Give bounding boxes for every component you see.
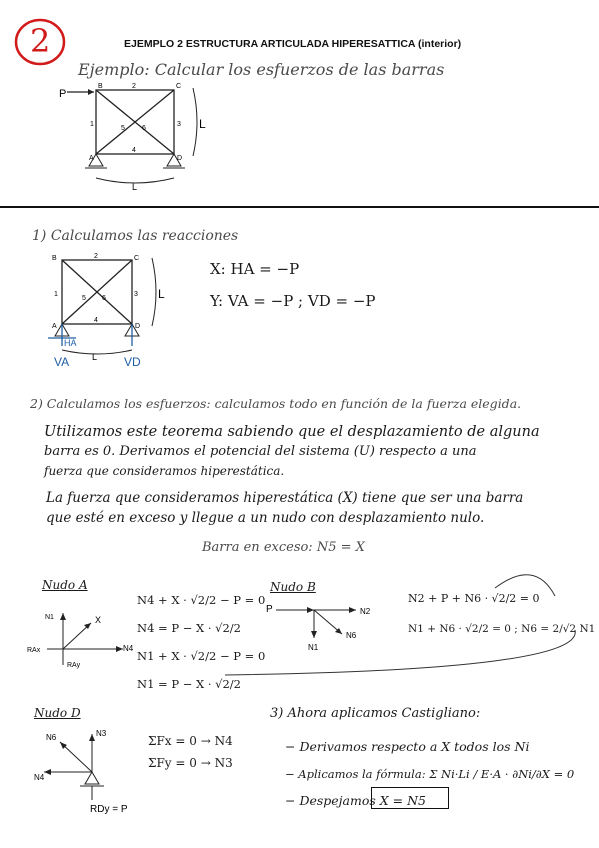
paragraph-line: fuerza que consideramos hiperestática.: [44, 464, 285, 478]
node-b-label-n1: N1: [308, 643, 319, 652]
reaction-ha-label: HA: [64, 338, 77, 348]
node-d-label-n6: N6: [46, 733, 57, 742]
node-d-label-rdy: RDy = P: [90, 804, 128, 815]
width-label-2: L: [92, 352, 98, 362]
node-label-a2: A: [52, 323, 57, 330]
reaction-eq-x: X: HA = −P: [210, 260, 300, 278]
equation: N4 = P − X · √2/2: [137, 621, 241, 635]
excess-bar-statement: Barra en exceso: N5 = X: [202, 540, 365, 555]
bar-label-5: 5: [121, 125, 125, 132]
paragraph-line: barra es 0. Derivamos el potencial del sistema (U) respecto a una: [44, 444, 477, 459]
truss-diagram-2: [40, 250, 210, 375]
result-box: [371, 787, 449, 809]
intro-statement: Ejemplo: Calcular los esfuerzos de las barras: [78, 60, 445, 79]
castigliano-step: − Aplicamos la fórmula: Σ Ni·Li / E·A · ∂Ni/∂X = 0: [285, 767, 575, 781]
step2-title: 2) Calculamos los esfuerzos: calculamos todo en función de la fuerza elegida.: [30, 396, 522, 411]
width-label: L: [132, 182, 138, 192]
truss-diagram-1: [55, 80, 225, 195]
step3-title: 3) Ahora aplicamos Castigliano:: [270, 706, 481, 721]
bar-label-3: 3: [177, 121, 181, 128]
node-a-label-ray: RAy: [67, 662, 81, 669]
equation: N2 + P + N6 · √2/2 = 0: [408, 592, 540, 605]
node-b-title: Nudo B: [270, 580, 316, 594]
node-label-a: A: [89, 155, 94, 162]
page-number-badge: [12, 14, 68, 70]
equation: N1 + N6 · √2/2 = 0 ; N6 = 2/√2 N1: [408, 623, 596, 635]
node-label-d2: D: [135, 323, 141, 330]
node-d-label-n4: N4: [34, 773, 45, 782]
castigliano-step: − Derivamos respecto a X todos los Ni: [285, 739, 530, 754]
node-a-diagram: [25, 605, 135, 670]
height-label-2: L: [158, 287, 165, 301]
reaction-va-label: VA: [54, 355, 70, 369]
theory-paragraph-1: [44, 422, 540, 480]
reaction-vd-label: VD: [124, 355, 141, 369]
node-d-title: Nudo D: [34, 706, 81, 720]
bar-label-6: 6: [142, 125, 146, 132]
node-label-b: B: [98, 83, 103, 90]
node-d-label-n3: N3: [96, 729, 107, 738]
node-a-label-rax: RAx: [27, 647, 41, 654]
equation: ΣFy = 0 → N3: [148, 756, 233, 770]
paragraph-line: que esté en exceso y llegue a un nudo con desplazamiento nulo.: [46, 510, 485, 526]
node-b-label-n2: N2: [360, 607, 371, 616]
node-b-label-p: P: [266, 604, 273, 615]
bar-label-2b: 2: [94, 253, 98, 260]
load-label: P: [59, 88, 67, 100]
node-d-diagram: [30, 720, 150, 815]
height-label: L: [199, 117, 206, 131]
bar-label-4b: 4: [94, 317, 98, 324]
equation: ΣFx = 0 → N4: [148, 734, 233, 748]
equation: N1 + X · √2/2 − P = 0: [137, 649, 266, 663]
theory-paragraph-2: [46, 488, 523, 528]
reaction-eq-y: Y: VA = −P ; VD = −P: [210, 292, 376, 310]
bar-label-4: 4: [132, 147, 136, 154]
substitution-arrows: [215, 560, 599, 680]
bar-label-1: 1: [90, 121, 94, 128]
node-label-b2: B: [52, 255, 57, 262]
node-d-equations: [148, 730, 233, 774]
node-a-label-n4: N4: [123, 644, 134, 653]
bar-label-5b: 5: [82, 295, 86, 302]
paragraph-line: Utilizamos este teorema sabiendo que el desplazamiento de alguna: [44, 424, 540, 440]
node-label-d: D: [177, 155, 183, 162]
node-label-c2: C: [134, 255, 140, 262]
node-a-title: Nudo A: [42, 578, 88, 592]
page-number: 2: [30, 22, 51, 60]
node-b-label-n6: N6: [346, 631, 357, 640]
node-a-label-x: X: [95, 615, 102, 625]
section-divider: [0, 206, 599, 208]
bar-label-2: 2: [132, 83, 136, 90]
bar-label-3b: 3: [134, 291, 138, 298]
step1-title: 1) Calculamos las reacciones: [32, 228, 239, 244]
paragraph-line: La fuerza que consideramos hiperestática (X) tiene que ser una barra: [46, 490, 524, 506]
node-label-c: C: [176, 83, 182, 90]
document-title: EJEMPLO 2 ESTRUCTURA ARTICULADA HIPERESATTICA (interior): [124, 38, 462, 50]
bar-label-6b: 6: [102, 295, 106, 302]
castigliano-step: − Despejamos X = N5: [285, 793, 426, 808]
node-a-label-n1: N1: [45, 614, 54, 621]
bar-label-1b: 1: [54, 291, 58, 298]
equation: N1 = P − X · √2/2: [137, 677, 241, 691]
equation: N4 + X · √2/2 − P = 0: [137, 593, 266, 607]
